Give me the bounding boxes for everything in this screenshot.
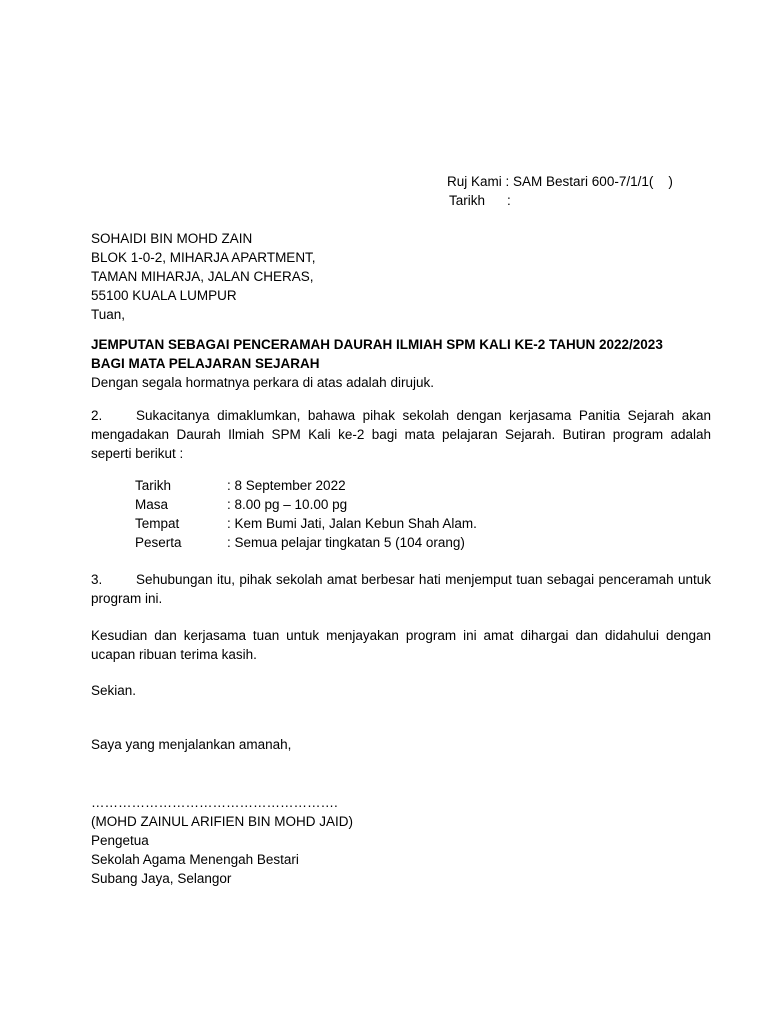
signature-dots: ………………………………………………. (91, 795, 338, 810)
detail-label: Peserta (135, 535, 182, 550)
letter-subject (91, 335, 663, 373)
detail-row (135, 533, 477, 552)
signature-block (91, 793, 353, 888)
address-line: TAMAN MIHARJA, JALAN CHERAS, (91, 269, 314, 284)
closing-text: Sekian. (91, 683, 137, 698)
detail-value: : 8.00 pg – 10.00 pg (227, 497, 348, 512)
signatory-name: (MOHD ZAINUL ARIFIEN BIN MOHD JAID) (91, 814, 354, 829)
ruj-value: SAM Bestari 600-7/1/1( ) (513, 174, 673, 189)
paragraph-4: Kesudian dan kerjasama tuan untuk menjayakan program ini amat dihargai dan didahului dengan ucapan ribuan terima kasih. (91, 628, 711, 662)
salutation: Tuan, (91, 307, 126, 322)
detail-row (135, 476, 477, 495)
reference-tarikh: Tarikh : (449, 193, 515, 208)
amanah-text: Saya yang menjalankan amanah, (91, 737, 292, 752)
subject-line-1: JEMPUTAN SEBAGAI PENCERAMAH DAURAH ILMIAH SPM KALI KE-2 TAHUN 2022/2023 (91, 337, 663, 352)
intro-text: Dengan segala hormatnya perkara di atas adalah dirujuk. (91, 375, 434, 390)
school-name: Sekolah Agama Menengah Bestari (91, 852, 299, 867)
school-location: Subang Jaya, Selangor (91, 871, 232, 886)
address-line: 55100 KUALA LUMPUR (91, 288, 237, 303)
detail-label: Masa (135, 497, 169, 512)
signatory-title: Pengetua (91, 833, 149, 848)
ruj-label: Ruj Kami (447, 174, 502, 189)
detail-value: : Kem Bumi Jati, Jalan Kebun Shah Alam. (227, 516, 477, 531)
recipient-name: SOHAIDI BIN MOHD ZAIN (91, 231, 253, 246)
paragraph-number: 3. (91, 572, 103, 587)
detail-row (135, 495, 477, 514)
address-line: BLOK 1-0-2, MIHARJA APARTMENT, (91, 250, 316, 265)
detail-value: : Semua pelajar tingkatan 5 (104 orang) (227, 535, 465, 550)
recipient-address (91, 229, 316, 324)
reference-block (447, 172, 673, 210)
paragraph-text: Sukacitanya dimaklumkan, bahawa pihak sekolah dengan kerjasama Panitia Sejarah akan mengadakan Daurah Ilmiah SPM Kali ke-2 bagi mata pelajaran Sejarah. Butiran program adalah seperti berikut : (91, 408, 711, 461)
detail-row (135, 514, 477, 533)
detail-label: Tarikh (135, 478, 172, 493)
detail-label: Tempat (135, 516, 180, 531)
paragraph-number: 2. (91, 408, 103, 423)
subject-line-2: BAGI MATA PELAJARAN SEJARAH (91, 356, 320, 371)
tarikh-label: Tarikh (449, 193, 486, 208)
reference-ruj: Ruj Kami : SAM Bestari 600-7/1/1( ) (447, 174, 673, 189)
paragraph-2 (91, 406, 711, 463)
program-details (135, 476, 477, 552)
paragraph-3 (91, 570, 711, 608)
detail-value: : 8 September 2022 (227, 478, 346, 493)
paragraph-text: Sehubungan itu, pihak sekolah amat berbesar hati menjemput tuan sebagai penceramah untuk program ini. (91, 572, 711, 606)
